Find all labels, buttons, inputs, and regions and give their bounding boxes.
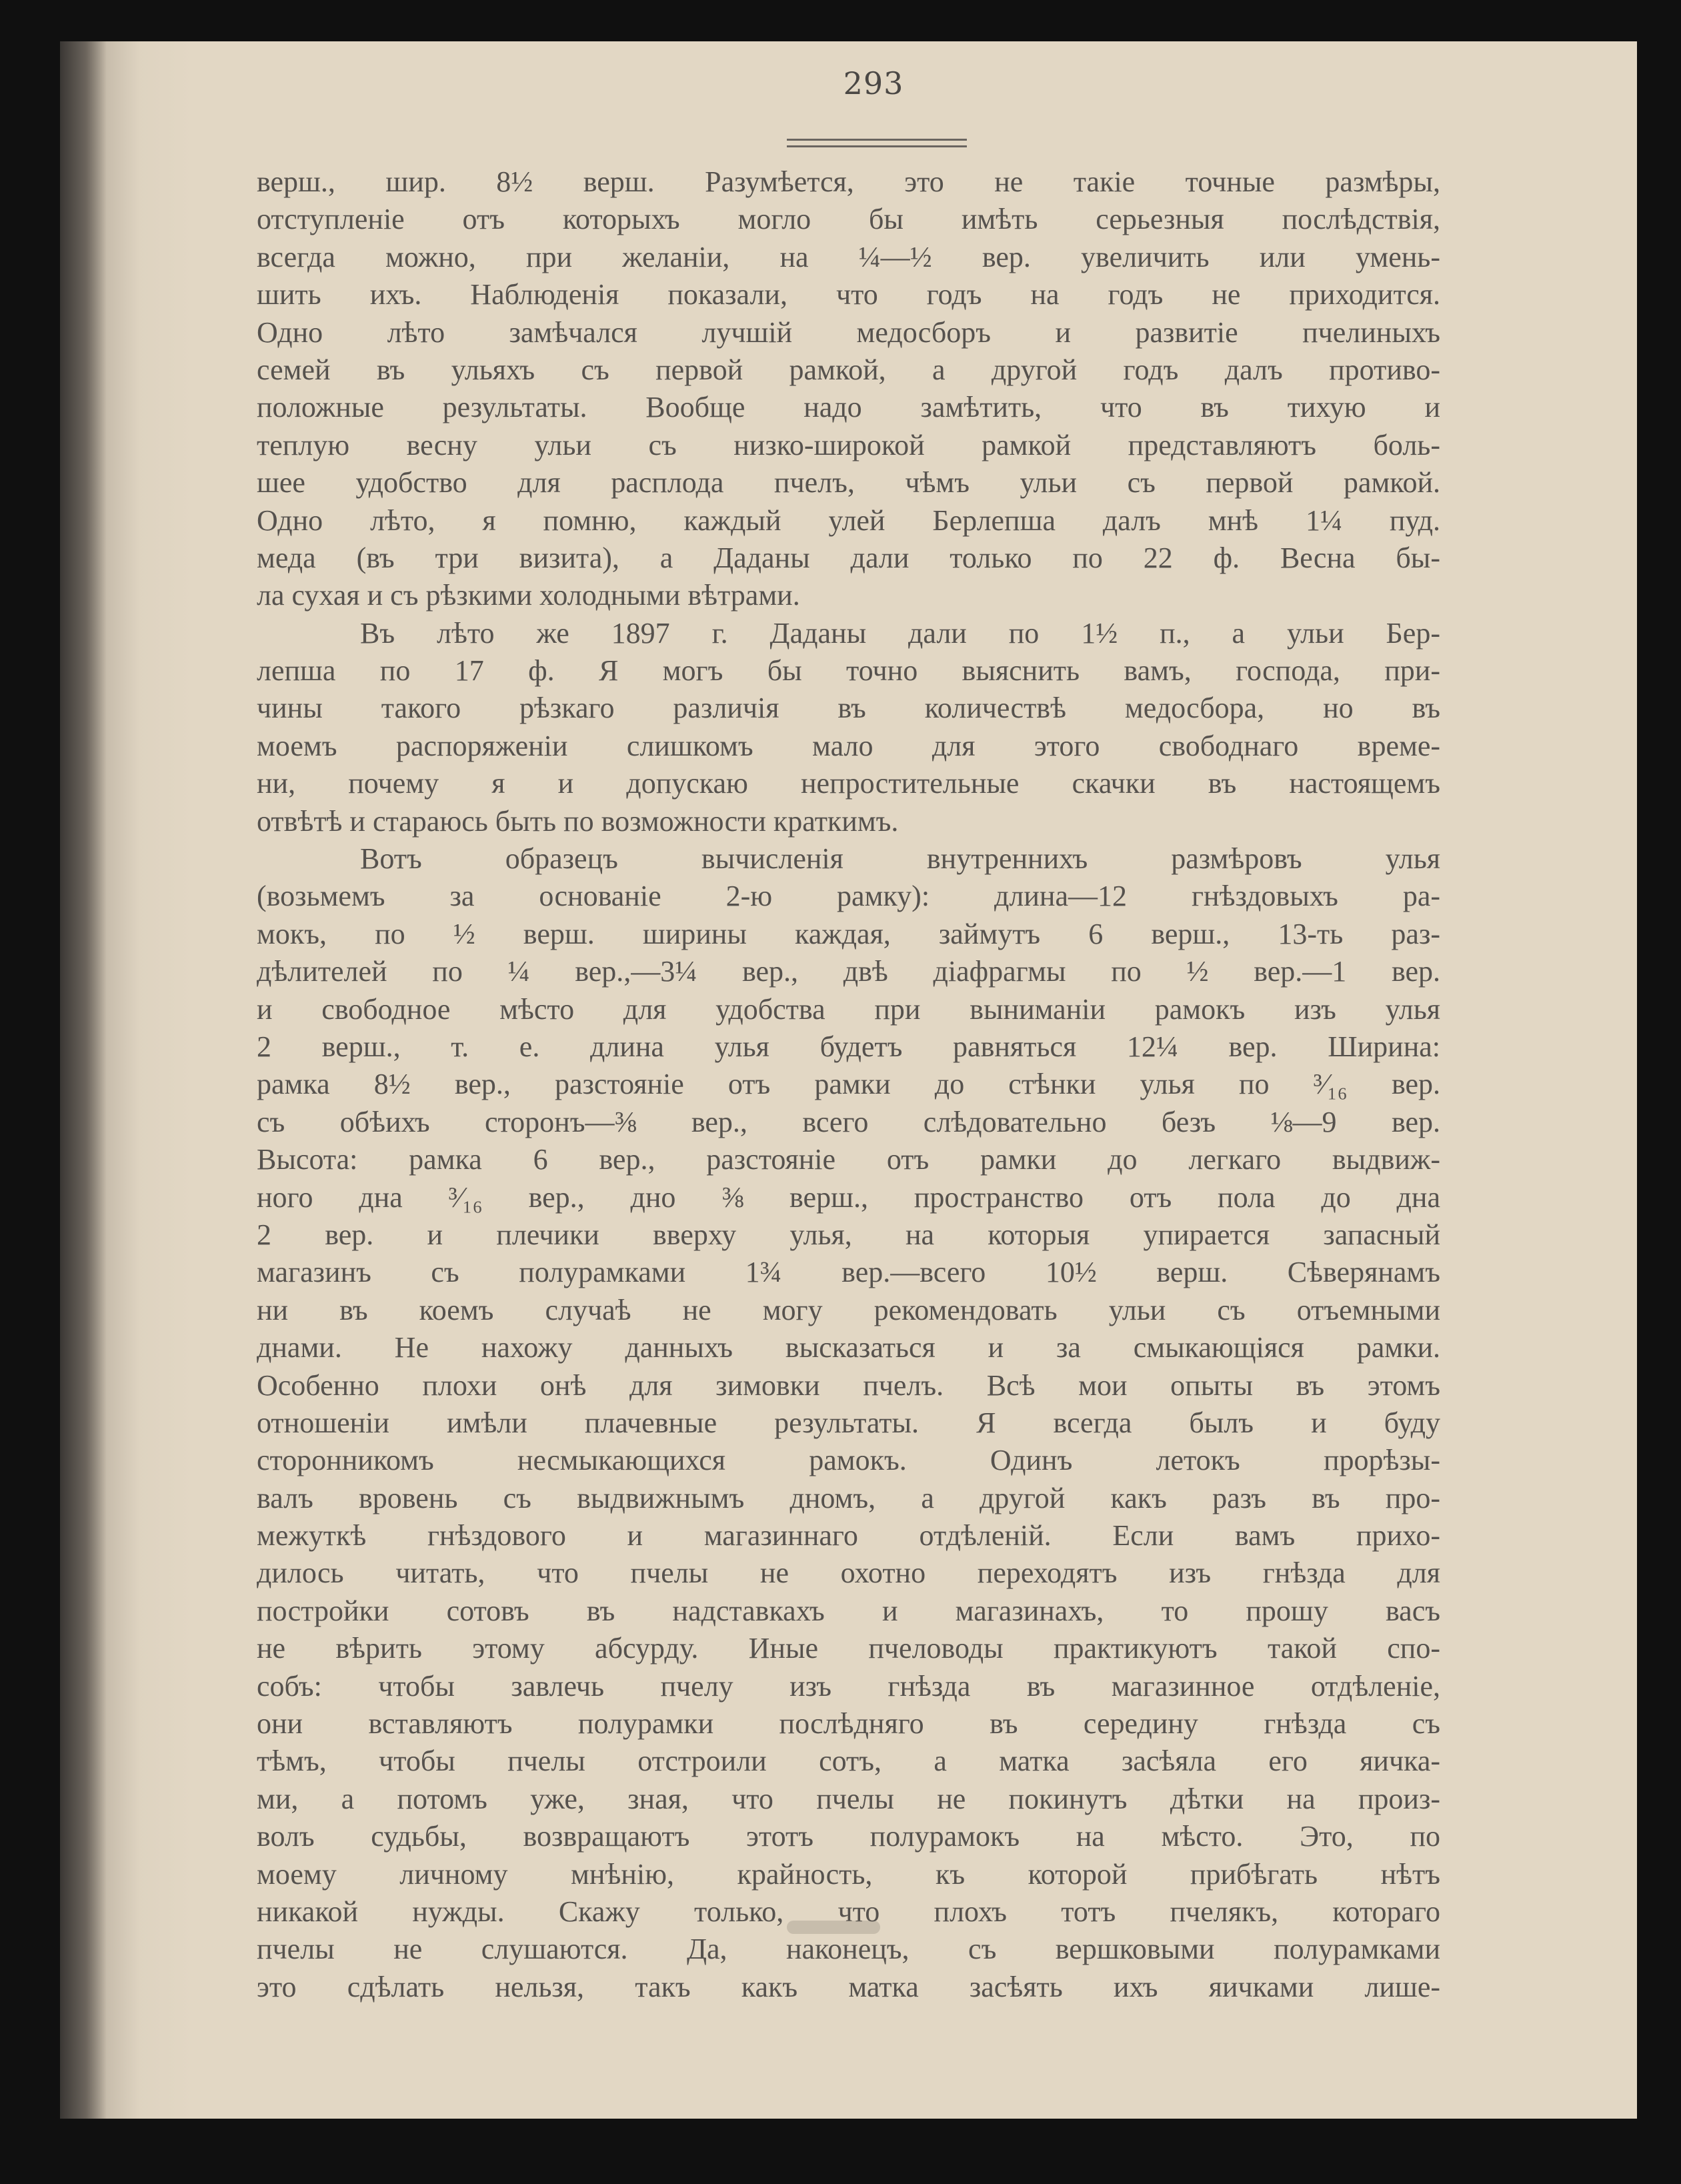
text-line: 2 вер. и плечики вверху улья, на которыя упирается запасный <box>257 1218 1440 1251</box>
text-line: собъ: чтобы завлечь пчелу изъ гнѣзда въ магазинное отдѣленіе, <box>257 1669 1440 1703</box>
text-line: ни въ коемъ случаѣ не могу рекомендовать ульи съ отъемными <box>257 1293 1440 1326</box>
body-text <box>257 163 1440 2006</box>
text-line: и свободное мѣсто для удобства при выниманіи рамокъ изъ улья <box>257 992 1440 1026</box>
text-line: 2 верш., т. е. длина улья будетъ равняться 12¼ вер. Ширина: <box>257 1030 1440 1063</box>
text-line: моему личному мнѣнію, крайность, къ которой прибѣгать нѣтъ <box>257 1857 1440 1891</box>
text-line: мокъ, по ½ верш. ширины каждая, займутъ 6 верш., 13-ть раз- <box>257 917 1440 950</box>
text-line: дилось читать, что пчелы не охотно переходятъ изъ гнѣзда для <box>257 1556 1440 1590</box>
text-line: пчелы не слушаются. Да, наконецъ, съ вершковыми полурамками <box>257 1933 1440 1966</box>
text-line: Одно лѣто замѣчался лучшій медосборъ и развитіе пчелиныхъ <box>257 315 1440 349</box>
text-line: Высота: рамка 6 вер., разстояніе отъ рамки до легкаго выдвиж- <box>257 1143 1440 1176</box>
text-line: ла сухая и съ рѣзкими холодными вѣтрами. <box>257 579 800 612</box>
text-line: чины такого рѣзкаго различія въ количествѣ медосбора, но въ <box>257 692 1440 725</box>
text-line: шее удобство для расплода пчелъ, чѣмъ ульи съ первой рамкой. <box>257 466 1440 499</box>
binding-gutter <box>60 41 107 2119</box>
text-line: ного дна ³⁄₁₆ вер., дно ⅜ верш., пространство отъ пола до дна <box>257 1180 1440 1214</box>
page-number: 293 <box>843 65 904 101</box>
text-line: семей въ ульяхъ съ первой рамкой, а другой годъ далъ противо- <box>257 353 1440 386</box>
text-line: (возьмемъ за основаніе 2-ю рамку): длина—12 гнѣздовыхъ ра- <box>257 880 1440 913</box>
text-line: шить ихъ. Наблюденія показали, что годъ на годъ не приходится. <box>257 278 1440 311</box>
text-line: отвѣтѣ и стараюсь быть по возможности краткимъ. <box>257 804 899 838</box>
text-line: валъ вровень съ выдвижнымъ дномъ, а другой какъ разъ въ про- <box>257 1481 1440 1514</box>
text-line: Особенно плохи онѣ для зимовки пчелъ. Всѣ мои опыты въ этомъ <box>257 1368 1440 1402</box>
text-line: Одно лѣто, я помню, каждый улей Берлепша далъ мнѣ 1¼ пуд. <box>257 503 1440 537</box>
ink-smudge <box>787 1921 880 1934</box>
text-line: магазинъ съ полурамками 1¾ вер.—всего 10½ верш. Сѣверянамъ <box>257 1256 1440 1289</box>
text-line: положные результаты. Вообще надо замѣтить, что въ тихую и <box>257 391 1440 424</box>
text-line: лепша по 17 ф. Я могъ бы точно выяснить вамъ, господа, при- <box>257 654 1440 688</box>
header-rule-bottom <box>787 145 967 147</box>
text-line: постройки сотовъ въ надставкахъ и магазинахъ, то прошу васъ <box>257 1594 1440 1627</box>
text-line: теплую весну ульи съ низко-широкой рамкой представляютъ боль- <box>257 428 1440 461</box>
text-line: Вотъ образецъ вычисленія внутреннихъ размѣровъ улья <box>360 842 1440 876</box>
text-line: Въ лѣто же 1897 г. Даданы дали по 1½ п., а ульи Бер- <box>360 616 1440 650</box>
text-line: съ обѣихъ сторонъ—⅜ вер., всего слѣдовательно безъ ⅛—9 вер. <box>257 1105 1440 1138</box>
text-line: отношеніи имѣли плачевные результаты. Я всегда былъ и буду <box>257 1406 1440 1439</box>
text-line: межуткѣ гнѣздового и магазиннаго отдѣленій. Если вамъ прихо- <box>257 1519 1440 1552</box>
text-line: днами. Не нахожу данныхъ высказаться и за смыкающіяся рамки. <box>257 1331 1440 1364</box>
text-line: верш., шир. 8½ верш. Разумѣется, это не такіе точные размѣры, <box>257 165 1440 198</box>
text-line: они вставляютъ полурамки послѣдняго въ середину гнѣзда съ <box>257 1707 1440 1741</box>
header-rule-top <box>787 139 967 141</box>
text-line: сторонникомъ несмыкающихся рамокъ. Одинъ летокъ прорѣзы- <box>257 1444 1440 1477</box>
text-line: ми, а потомъ уже, зная, что пчелы не покинутъ дѣтки на произ- <box>257 1782 1440 1815</box>
text-line: никакой нужды. Скажу только, что плохъ тотъ пчелякъ, котораго <box>257 1895 1440 1928</box>
text-line: рамка 8½ вер., разстояніе отъ рамки до стѣнки улья по ³⁄₁₆ вер. <box>257 1068 1440 1101</box>
text-line: дѣлителей по ¼ вер.,—3¼ вер., двѣ діафрагмы по ½ вер.—1 вер. <box>257 955 1440 988</box>
text-line: волъ судьбы, возвращаютъ этотъ полурамокъ на мѣсто. Это, по <box>257 1820 1440 1853</box>
text-line: это сдѣлать нельзя, такъ какъ матка засѣять ихъ яичками лише- <box>257 1970 1440 2003</box>
text-line: моемъ распоряженіи слишкомъ мало для этого свободнаго време- <box>257 729 1440 762</box>
text-line: не вѣрить этому абсурду. Иные пчеловоды практикуютъ такой спо- <box>257 1632 1440 1665</box>
text-line: отступленіе отъ которыхъ могло бы имѣть серьезныя послѣдствія, <box>257 203 1440 236</box>
text-line: всегда можно, при желаніи, на ¼—½ вер. увеличить или умень- <box>257 240 1440 273</box>
text-line: ни, почему я и допускаю непростительные скачки въ настоящемъ <box>257 767 1440 800</box>
text-line: меда (въ три визита), а Даданы дали только по 22 ф. Весна бы- <box>257 541 1440 574</box>
text-line: тѣмъ, чтобы пчелы отстроили сотъ, а матка засѣяла его яичка- <box>257 1745 1440 1778</box>
